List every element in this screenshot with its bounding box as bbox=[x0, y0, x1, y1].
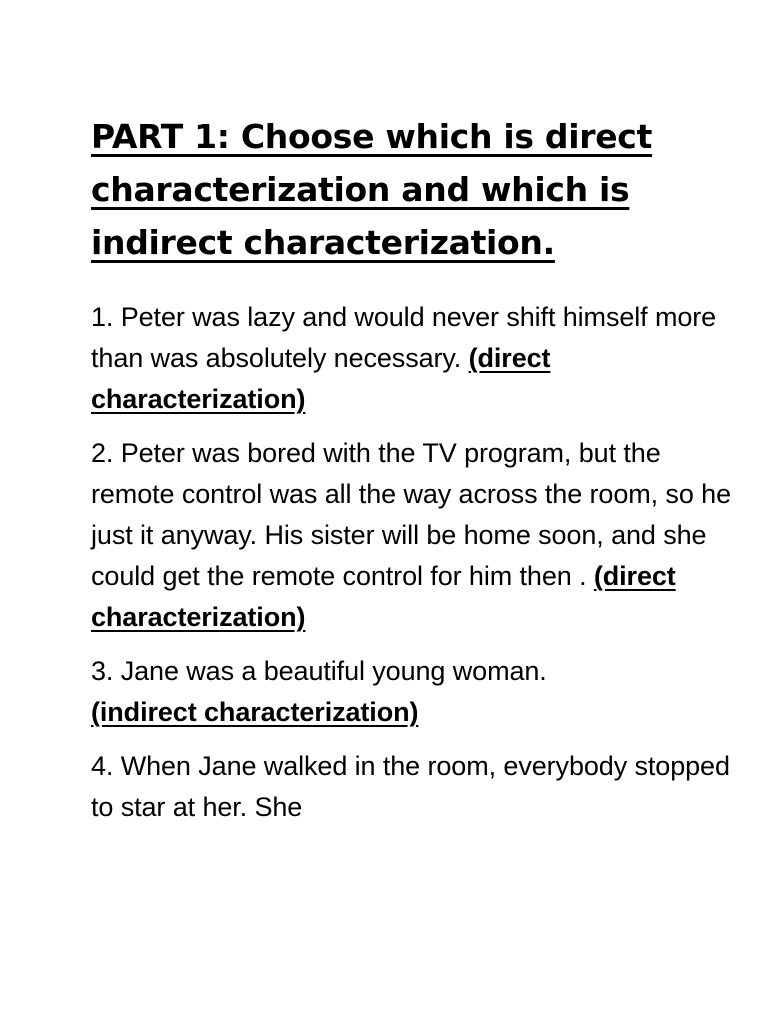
question-2 bbox=[91, 433, 731, 638]
question-1-answer: (direct characterization) bbox=[91, 343, 551, 414]
worksheet-page bbox=[91, 110, 731, 828]
question-2-text: 2. Peter was bored with the TV program, but the remote control was all the way across the room, so he just it anyway. His sister will be home soon, and she could get the remote control for him then . bbox=[91, 438, 731, 591]
question-1-text: 1. Peter was lazy and would never shift himself more than was absolutely necessary. bbox=[91, 302, 717, 373]
question-3 bbox=[91, 651, 731, 733]
question-2-answer: (direct characterization) bbox=[91, 561, 676, 632]
part-heading: PART 1: Choose which is direct characterization and which is indirect characterization. bbox=[91, 117, 653, 262]
question-3-answer: (indirect characterization) bbox=[91, 697, 419, 727]
question-3-text: 3. Jane was a beautiful young woman. bbox=[91, 656, 547, 686]
question-1 bbox=[91, 297, 731, 420]
question-4-text: 4. When Jane walked in the room, everybody stopped to star at her. She bbox=[91, 751, 730, 822]
question-4 bbox=[91, 746, 731, 828]
